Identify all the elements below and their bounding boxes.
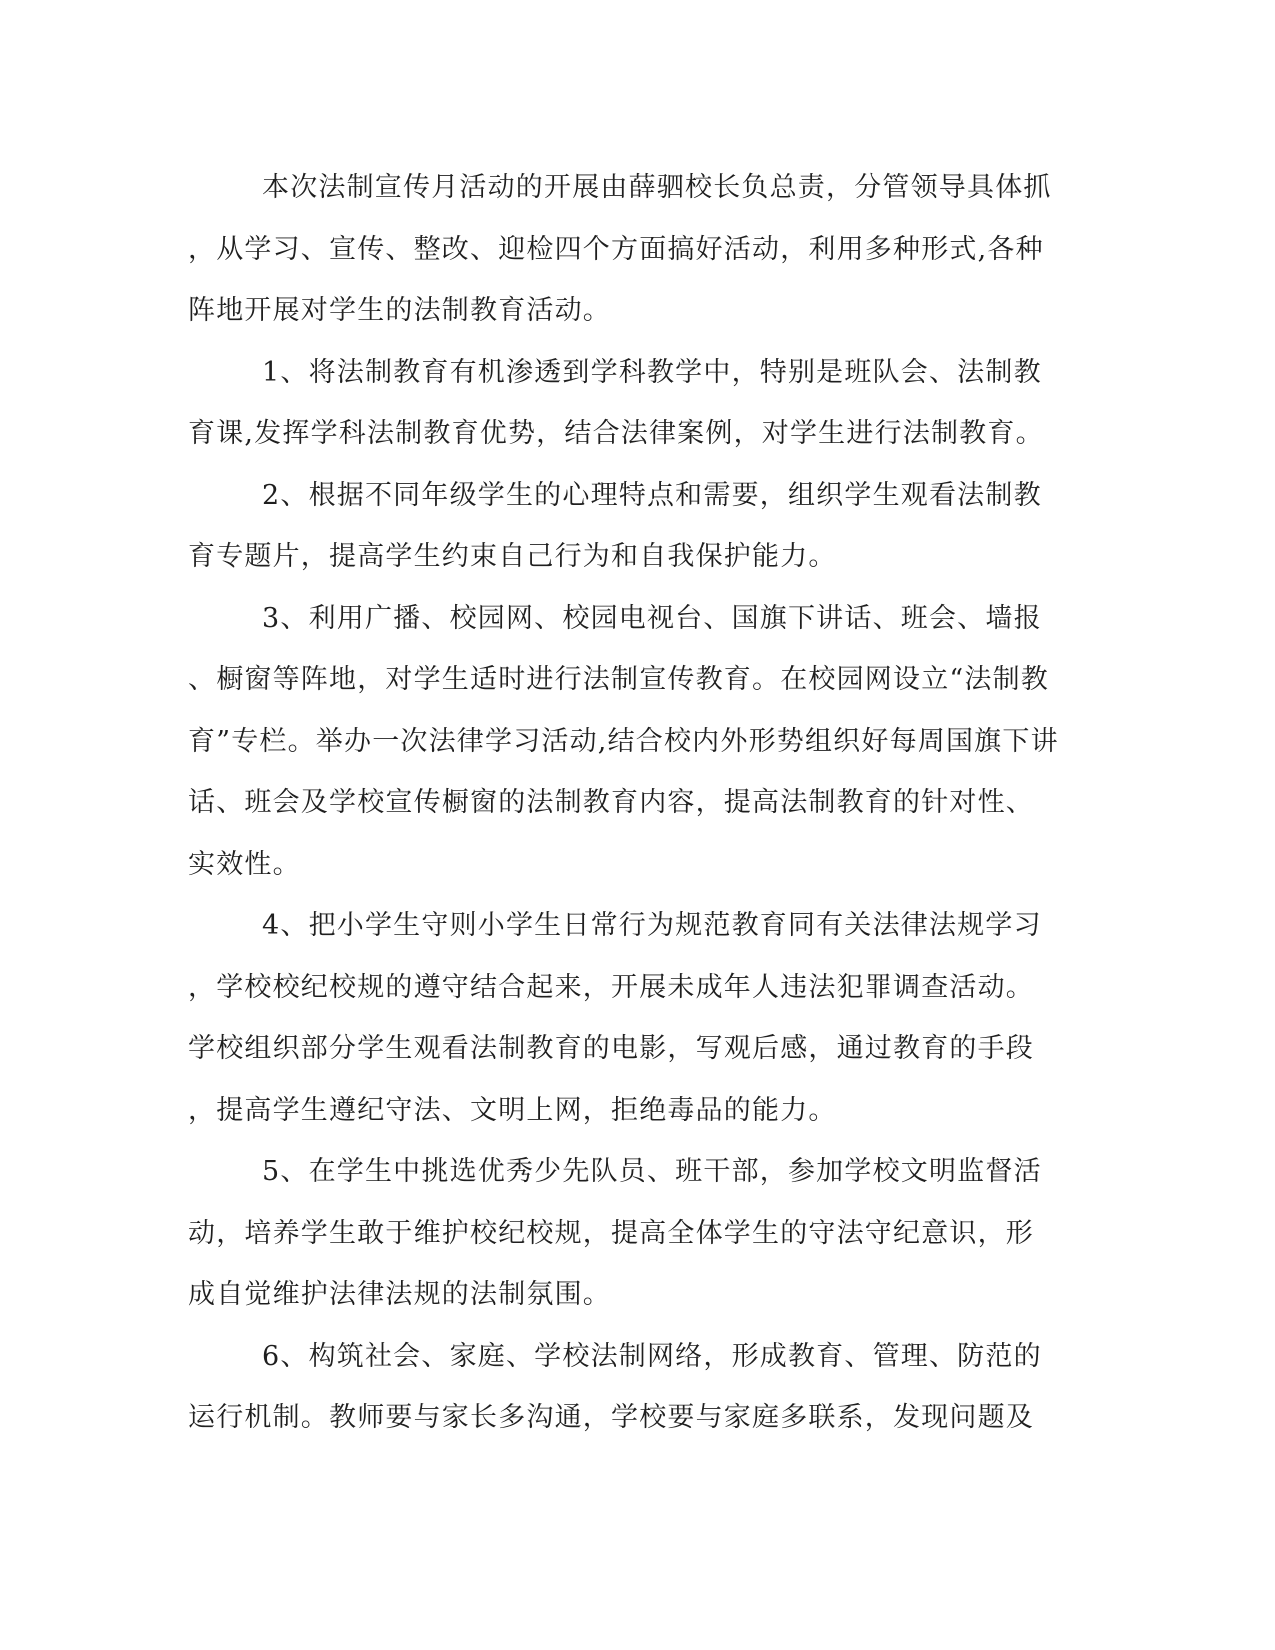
text-line: 6、构筑社会、家庭、学校法制网络，形成教育、管理、防范的 — [262, 1340, 1042, 1372]
text-line: 1、将法制教育有机渗透到学科教学中，特别是班队会、法制教 — [262, 356, 1042, 388]
text-line: 、橱窗等阵地，对学生适时进行法制宣传教育。在校园网设立“法制教 — [188, 664, 1050, 695]
body-text — [188, 163, 1068, 1455]
text-line: 实效性。 — [188, 848, 301, 880]
text-line: 本次法制宣传月活动的开展由薛驷校长负总责，分管领导具体抓 — [262, 172, 1052, 203]
text-line: 2、根据不同年级学生的心理特点和需要，组织学生观看法制教 — [262, 479, 1042, 511]
text-line: 运行机制。教师要与家长多沟通，学校要与家庭多联系，发现问题及 — [188, 1402, 1034, 1433]
text-line: 育专题片，提高学生约束自己行为和自我保护能力。 — [188, 541, 837, 572]
text-line: 成自觉维护法律法规的法制氛围。 — [188, 1279, 611, 1310]
text-line: ，从学习、宣传、整改、迎检四个方面搞好活动，利用多种形式,各种 — [188, 233, 1044, 265]
text-line: 学校组织部分学生观看法制教育的电影，写观后感，通过教育的手段 — [188, 1033, 1034, 1064]
text-line: 育课,发挥学科法制教育优势，结合法律案例，对学生进行法制教育。 — [188, 418, 1044, 449]
text-line: 动，培养学生敢于维护校纪校规，提高全体学生的守法守纪意识，形 — [188, 1217, 1034, 1249]
text-line: 育”专栏。举办一次法律学习活动,结合校内外形势组织好每周国旗下讲 — [188, 725, 1059, 757]
text-line: 话、班会及学校宣传橱窗的法制教育内容，提高法制教育的针对性、 — [188, 787, 1034, 818]
text-line: ，学校校纪校规的遵守结合起来，开展未成年人违法犯罪调查活动。 — [188, 971, 1034, 1003]
text-line: 3、利用广播、校园网、校园电视台、国旗下讲话、班会、墙报 — [262, 602, 1042, 634]
text-line: 5、在学生中挑选优秀少先队员、班干部，参加学校文明监督活 — [262, 1156, 1042, 1187]
text-line: ，提高学生遵纪守法、文明上网，拒绝毒品的能力。 — [188, 1094, 837, 1126]
text-line: 阵地开展对学生的法制教育活动。 — [188, 295, 611, 326]
text-line: 4、把小学生守则小学生日常行为规范教育同有关法律法规学习 — [262, 910, 1042, 941]
